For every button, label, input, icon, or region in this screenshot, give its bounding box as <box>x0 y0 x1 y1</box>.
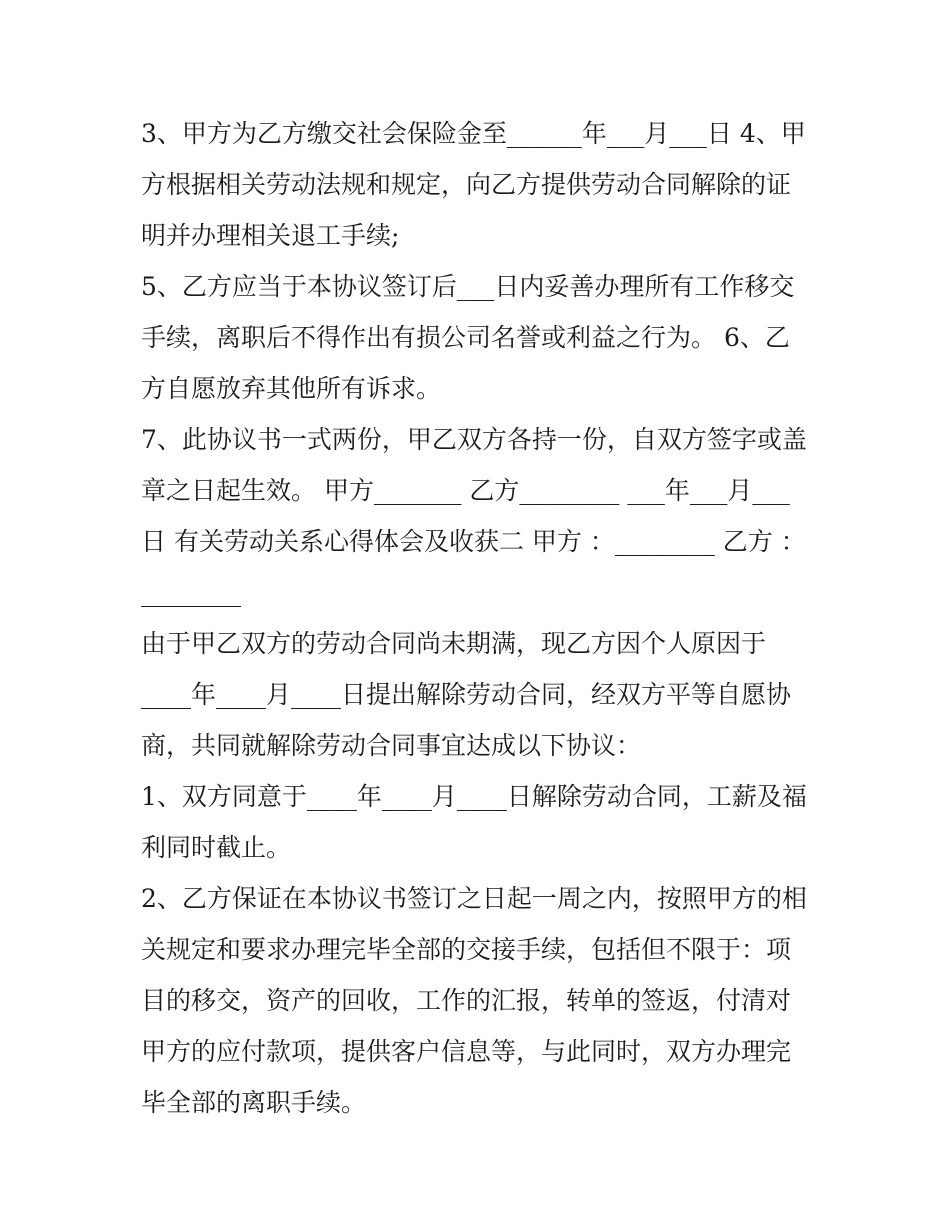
paragraph-clause-1: 1、双方同意于____年____月____日解除劳动合同，工薪及福利同时截止。 <box>141 782 807 862</box>
paragraph-clause-3-4: 3、甲方为乙方缴交社会保险金至______年___月___日 4、甲方根据相关劳动法规和规定，向乙方提供劳动合同解除的证明并办理相关退工手续; <box>141 119 806 250</box>
paragraph-clause-7-signatures: 7、此协议书一式两份，甲乙双方各持一份，自双方签字或盖章之日起生效。 甲方_______ 乙方________ ___年___月___日 有关劳动关系心得体会及收获二 甲方 ：________ 乙方 ：________ <box>141 425 807 607</box>
paragraph-clause-5-6: 5、乙方应当于本协议签订后___日内妥善办理所有工作移交手续，离职后不得作出有损公司名誉或利益之行为。 6、乙方自愿放弃其他所有诉求。 <box>141 272 795 403</box>
paragraph-clause-2: 2、乙方保证在本协议书签订之日起一周之内，按照甲方的相关规定和要求办理完毕全部的交接手续，包括但不限于：项目的移交，资产的回收，工作的汇报，转单的签返，付清对甲方的应付款项，提供客户信息等，与此同时，双方办理完毕全部的离职手续。 <box>141 884 807 1117</box>
paragraph-preamble: 由于甲乙双方的劳动合同尚未期满，现乙方因个人原因于____年____月____日提出解除劳动合同，经双方平等自愿协商，共同就解除劳动合同事宜达成以下协议： <box>141 629 792 760</box>
document-body <box>141 108 813 1128</box>
